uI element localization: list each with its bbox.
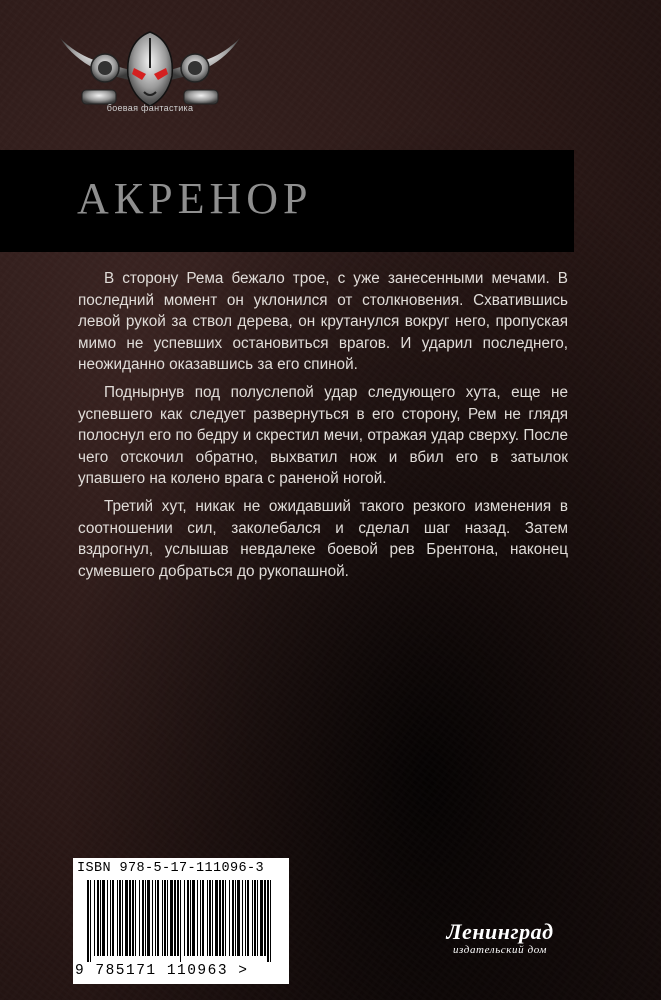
excerpt-paragraph: Третий хут, никак не ожидавший такого резкого изменения в соотношении сил, заколебался и сделал шаг назад. Затем вздрогнул, услышав невдалеке боевой рев Брентона, наконец сумевшего добраться до рукопашной. <box>78 497 568 580</box>
excerpt-paragraph: Поднырнув под полуслепой удар следующего хута, еще не успевшего как следует развернуться в его сторону, Рем не глядя полоснул его по бедру и скрестил мечи, отражая удар сверху. После чего отскочил обратно, выхватил нож и вбил его в затылок упавшего на колено врага с раненой ногой. <box>78 383 568 488</box>
book-title: АКРЕНОР <box>77 174 313 223</box>
logo-caption: боевая фантастика <box>106 103 194 113</box>
excerpt-text <box>78 268 568 588</box>
barcode-box <box>73 858 289 984</box>
barcode-icon <box>87 880 273 962</box>
publisher-name: Ленинград <box>446 919 554 944</box>
publisher-logo <box>425 920 575 956</box>
publisher-subtitle: издательский дом <box>452 944 548 956</box>
isbn-text: ISBN 978-5-17-111096-3 <box>77 861 265 876</box>
excerpt-paragraph: В сторону Рема бежало трое, с уже занесенными мечами. В последний момент он уклонился от столкновения. Схватившись левой рукой за ствол дерева, он крутанулся вокруг него, пропуская мимо не успевших остановиться врагов. И ударил последнего, неожиданно оказавшись за его спиной. <box>78 270 568 374</box>
barcode-digits: 9 785171 110963 > <box>75 963 249 979</box>
